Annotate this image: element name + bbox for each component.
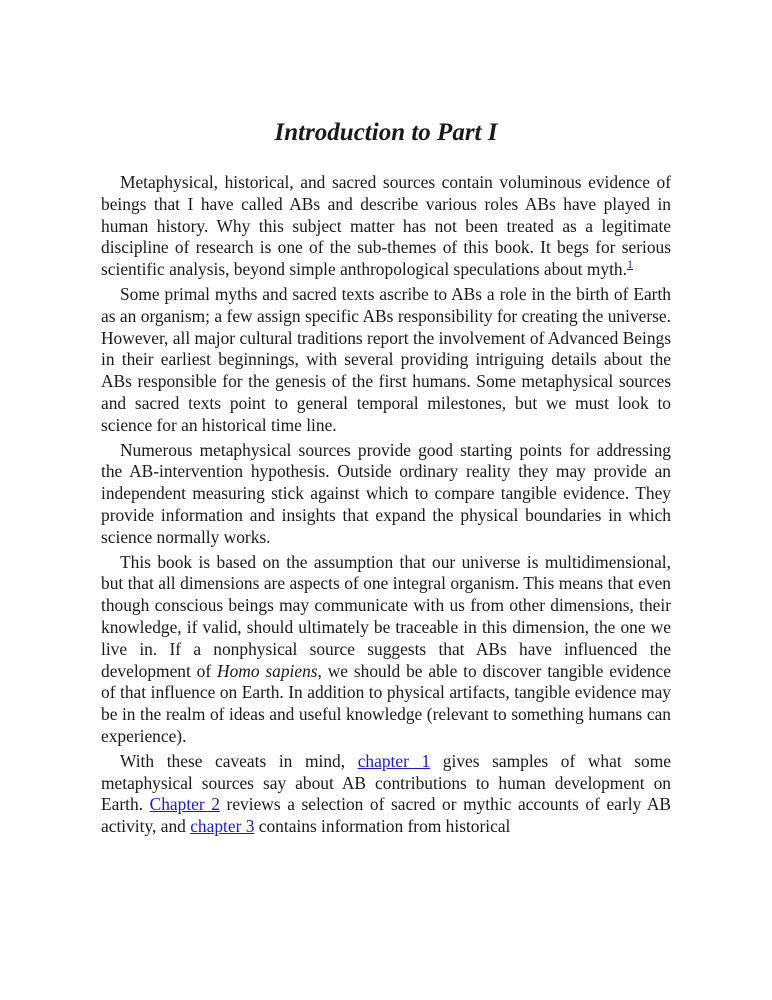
page-title: Introduction to Part I — [274, 119, 498, 146]
chapter-3-link[interactable]: chapter 3 — [190, 816, 255, 837]
paragraph-4-text-b: , we should be able to discover tangible evidence of that influence on Earth. In addition to physical artifacts, tangible evidence may be in the realm of ideas and useful knowledge (relevant to something humans can experience). — [101, 660, 671, 746]
chapter-1-link[interactable]: chapter 1 — [357, 750, 431, 771]
paragraph-5-text-b: gives samples of what some metaphysical sources say about AB contributions to human development on Earth. — [101, 750, 671, 815]
paragraph-2: Some primal myths and sacred texts ascribe to ABs a role in the birth of Earth as an organism; a few assign specific ABs responsibility for creating the universe. However, all major cultural traditions report the involvement of Advanced Beings in their earliest beginnings, with several providing intriguing details about the ABs responsible for the genesis of the first humans. Some metaphysical sources and sacred texts point to general temporal milestones, but we must look to science for an historical time line. — [101, 283, 671, 435]
paragraph-3: Numerous metaphysical sources provide good starting points for addressing the AB-intervention hypothesis. Outside ordinary reality they may provide an independent measuring stick against which to compare tangible evidence. They provide information and insights that expand the physical boundaries in which science normally works. — [101, 439, 671, 547]
paragraph-5-text-c: reviews a selection of sacred or mythic accounts of early AB activity, and — [101, 794, 672, 837]
chapter-2-link[interactable]: Chapter 2 — [149, 794, 220, 815]
paragraph-1 — [101, 172, 671, 281]
body-text — [101, 172, 671, 841]
paragraph-4-text-a: This book is based on the assumption that our universe is multidimensional, but that all dimensions are aspects of one integral organism. This means that even though conscious beings may communicate with us from other dimensions, their knowledge, if valid, should ultimately be traceable in this dimension, the one we live in. If a nonphysical source suggests that ABs have influenced the development of — [101, 551, 671, 681]
paragraph-5-text-d: contains information from historical — [254, 816, 511, 837]
paragraph-4 — [101, 552, 671, 748]
footnote-link[interactable]: 1 — [626, 257, 633, 272]
paragraph-5-text-a: With these caveats in mind, — [120, 750, 358, 771]
species-name: Homo sapiens — [217, 660, 318, 681]
paragraph-5 — [101, 751, 671, 838]
paragraph-1-text: Metaphysical, historical, and sacred sources contain voluminous evidence of beings that I have called ABs and describe various roles ABs have played in human history. Why this subject matter has not been treated as a legitimate discipline of research is one of the sub-themes of this book. It begs for serious scientific analysis, beyond simple anthropological speculations about myth. — [101, 172, 671, 280]
